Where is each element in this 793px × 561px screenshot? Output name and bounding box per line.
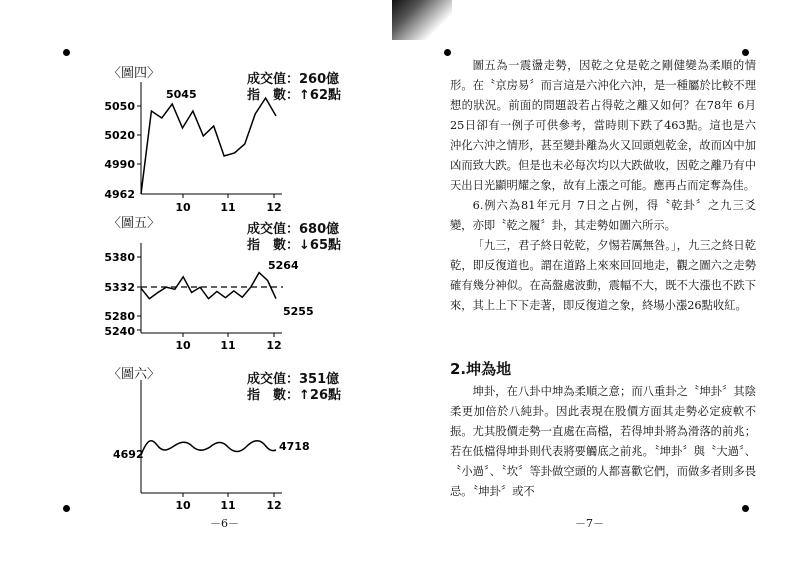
figure5-ytick-1: 5332 — [104, 281, 135, 294]
figure4-xtick-1: 11 — [220, 201, 236, 214]
binding-hole — [444, 49, 451, 56]
figure6-volume: 成交值：351億 — [247, 372, 340, 387]
figure5-volume: 成交值：680億 — [247, 222, 340, 237]
figure5-xtick-1: 11 — [220, 339, 236, 352]
binding-hole — [63, 505, 70, 512]
figure5-end-high-label: 5264 — [268, 259, 299, 272]
figure5-label: 〈圖五〉 — [108, 216, 161, 231]
figure6-index: 指 數：↑26點 — [247, 388, 341, 403]
figure4-ytick-3: 4962 — [104, 188, 135, 201]
figure5-end-low-label: 5255 — [283, 305, 314, 318]
binding-hole — [742, 49, 749, 56]
binding-hole — [63, 49, 70, 56]
figure5-xtick-0: 10 — [175, 339, 191, 352]
figure6-series-line — [141, 441, 276, 455]
figure5-chart — [0, 215, 395, 365]
figure4-ytick-0: 5050 — [104, 100, 135, 113]
figure5-xtick-2: 12 — [266, 339, 282, 352]
figure4-ytick-1: 5020 — [104, 129, 135, 142]
figure4-index: 指 數：↑62點 — [247, 88, 341, 103]
figure5-index: 指 數：↓65點 — [247, 238, 341, 253]
right-page-number: －7－ — [575, 517, 604, 530]
figure4-chart — [0, 0, 395, 215]
figure5-ytick-2: 5280 — [104, 310, 135, 323]
left-page-number: －6－ — [210, 517, 239, 530]
figure4-peak-label: 5045 — [166, 88, 197, 101]
figure6-xtick-1: 11 — [220, 499, 236, 512]
section-body-text — [450, 382, 756, 502]
binding-hole — [742, 505, 749, 512]
paragraph-1: 圖五為一震盪走勢，因乾之兌是乾之剛健變為柔順的情形。在〝京房易〞而言這是六沖化六沖，是一種屬於比較不理想的狀況。前面的問題設若占得乾之離又如何？在78年 6月25日卻有一例子可供參考，當時則下跌了463點。這也是六沖化六沖之情形，甚至變卦離為火又回頭剋乾金，故而凶中加凶而致大跌。但是也未必每次均以大跌做收，因乾之離乃有中天出日光顯明耀之象，故有上漲之可能。應再占而定奪為佳。 — [450, 59, 756, 192]
figure4-xtick-2: 12 — [266, 201, 282, 214]
figure4-ytick-2: 4990 — [104, 158, 135, 171]
right-page — [395, 0, 793, 561]
figure4-series-line — [141, 98, 276, 194]
figure4-label: 〈圖四〉 — [108, 66, 161, 81]
left-page — [0, 0, 395, 561]
figure4-xtick-0: 10 — [175, 201, 191, 214]
figure5-series-line — [141, 273, 276, 299]
figure6-chart — [0, 370, 395, 515]
figure6-start-label: 4692 — [113, 448, 144, 461]
paragraph-2: 6.例六為81年元月 7日之占例，得〝乾卦〞之九三爻變，亦即〝乾之履〞卦，其走勢如圖六所示。 — [450, 199, 756, 232]
figure5-ytick-0: 5380 — [104, 251, 135, 264]
figure5-ytick-3: 5240 — [104, 325, 135, 338]
figure6-xtick-2: 12 — [266, 499, 282, 512]
figure6-end-label: 4718 — [279, 440, 310, 453]
section-heading: 2.坤為地 — [450, 360, 512, 378]
figure6-xtick-0: 10 — [175, 499, 191, 512]
right-body-text — [450, 56, 756, 316]
paragraph-3: 「九三，君子終日乾乾，夕惕若厲無咎。」，九三之終日乾乾，即反復道也。謂在道路上來來回回地走，觀之圖六之走勢確有幾分神似。在高盤處波動，震幅不大，既不大漲也不跌下來，其上上下下走著，即反復道之象，終場小漲26點收紅。 — [450, 239, 756, 312]
figure6-label: 〈圖六〉 — [108, 367, 161, 382]
section-paragraph-1: 坤卦，在八卦中坤為柔順之意；而八重卦之〝坤卦〞其陰柔更加倍於八純卦。因此表現在股價方面其走勢必定疲軟不振。尤其股價走勢一直處在高檔，若得坤卦將為滑落的前兆；若在低檔得坤卦則代表將要觸底之前兆。〝坤卦〞與〝大過〞、〝小過〞、〝坎〞等卦做空頭的人都喜歡它們，而做多者則多畏忌。〝坤卦〞或不 — [450, 385, 756, 498]
figure4-volume: 成交值：260億 — [247, 72, 340, 87]
